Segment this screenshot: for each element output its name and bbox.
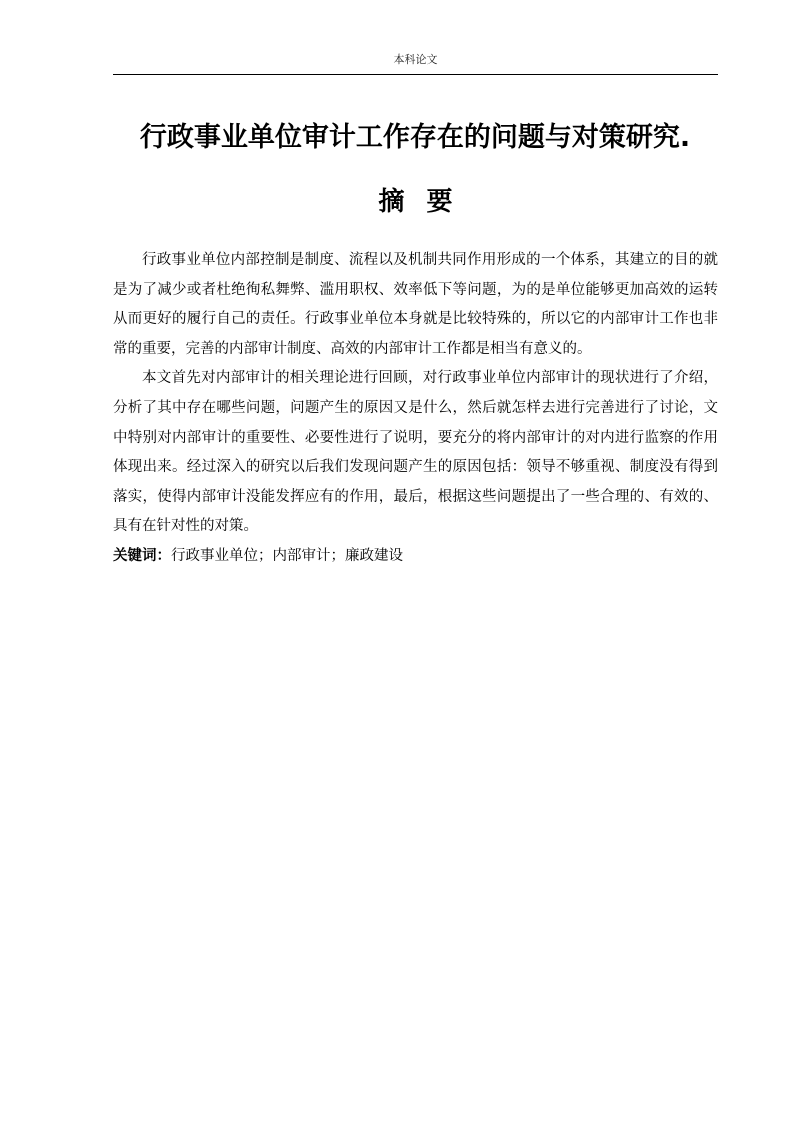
abstract-body [113,246,718,572]
keywords-label: 关键词： [113,547,171,564]
page-header: 本科论文 [113,52,718,75]
abstract-heading: 摘要 [378,187,475,217]
keywords-text: 行政事业单位；内部审计；廉政建设 [171,547,403,564]
paper-title: 行政事业单位审计工作存在的问题与对策研究. [139,122,691,153]
abstract-paragraph-1: 行政事业单位内部控制是制度、流程以及机制共同作用形成的一个体系，其建立的目的就是为了减少或者杜绝徇私舞弊、滥用职权、效率低下等问题，为的是单位能够更加高效的运转从而更好的履行自己的责任。行政事业单位本身就是比较特殊的，所以它的内部审计工作也非常的重要，完善的内部审计制度、高效的内部审计工作都是相当有意义的。 [113,252,718,357]
keywords-line [113,542,718,572]
abstract-paragraph-2: 本文首先对内部审计的相关理论进行回顾，对行政事业单位内部审计的现状进行了介绍，分析了其中存在哪些问题，问题产生的原因又是什么，然后就怎样去进行完善进行了讨论，文中特别对内部审计的重要性、必要性进行了说明，要充分的将内部审计的对内进行监察的作用体现出来。经过深入的研究以后我们发现问题产生的原因包括：领导不够重视、制度没有得到落实，使得内部审计没能发挥应有的作用，最后，根据这些问题提出了一些合理的、有效的、具有在针对性的对策。 [113,370,718,535]
